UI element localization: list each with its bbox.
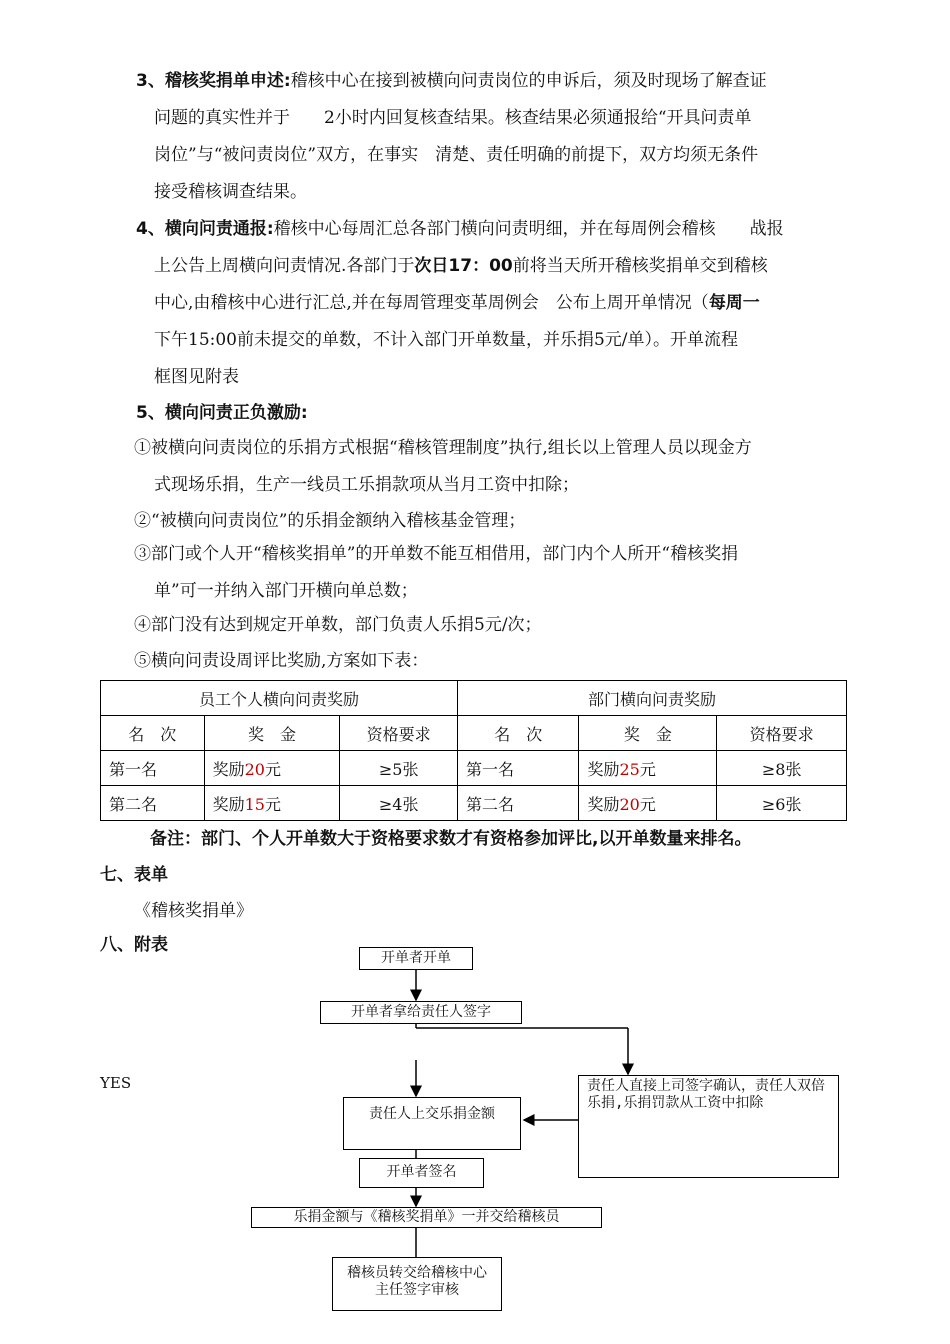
department-reward-header: 部门横向问责奖励: [458, 681, 847, 716]
section3-line2: 问题的真实性并于 2小时内回复核查结果。核查结果必须通报给“开具问责单: [154, 108, 752, 128]
flow-open-ticket: 开单者开单: [359, 947, 473, 970]
table-row: 第一名 奖励20元 ≥5张 第一名 奖励25元 ≥8张: [101, 751, 847, 786]
yes-label: YES: [100, 1074, 132, 1092]
col-dept-rank: 名 次: [458, 716, 579, 751]
table-row: 第二名 奖励15元 ≥4张 第二名 奖励20元 ≥6张: [101, 786, 847, 821]
section5-title: 5、横向问责正负激励:: [136, 403, 308, 423]
flow-issuer-sign: 开单者签名: [359, 1158, 484, 1188]
section3-title: 3、稽核奖捐单申述:: [136, 71, 291, 91]
flow-center-review: 稽核员转交给稽核中心主任签字审核: [332, 1257, 502, 1311]
section4-line5: 框图见附表: [154, 367, 239, 387]
col-requirement: 资格要求: [340, 716, 458, 751]
section5-item5: ⑤横向问责设周评比奖励,方案如下表：: [134, 651, 429, 671]
col-dept-requirement: 资格要求: [717, 716, 847, 751]
flow-pay-amount: 责任人上交乐捐金额: [343, 1097, 521, 1150]
section5-item1b: 式现场乐捐，生产一线员工乐捐款项从当月工资中扣除；: [154, 475, 579, 495]
table-note: 备注：部门、个人开单数大于资格要求数才有资格参加评比,以开单数量来排名。: [150, 829, 752, 849]
section3-line1: 3、稽核奖捐单申述:稽核中心在接到被横向问责岗位的申诉后，须及时现场了解查证: [136, 71, 767, 91]
section3-line3: 岗位”与“被问责岗位”双方，在事实 清楚、责任明确的前提下，双方均须无条件: [154, 145, 759, 165]
section7-title: 七、表单: [100, 865, 168, 885]
section5-item1a: ①被横向问责岗位的乐捐方式根据“稽核管理制度”执行,组长以上管理人员以现金方: [134, 438, 752, 458]
section5-item3a: ③部门或个人开“稽核奖捐单”的开单数不能互相借用，部门内个人所开“稽核奖捐: [134, 544, 739, 564]
section5-item3b: 单”可一并纳入部门开横向单总数；: [154, 581, 418, 601]
section3-line4: 接受稽核调查结果。: [154, 182, 307, 202]
section5-item4: ④部门没有达到规定开单数，部门负责人乐捐5元/次；: [134, 615, 542, 635]
flow-get-signature: 开单者拿给责任人签字: [320, 1001, 522, 1024]
col-dept-prize: 奖 金: [579, 716, 717, 751]
section8-title: 八、附表: [100, 935, 168, 955]
section4-line4: 下午15:00前未提交的单数，不计入部门开单数量，并乐捐5元/单）。开单流程: [154, 330, 739, 350]
section5-item2: ②“被横向问责岗位”的乐捐金额纳入稽核基金管理；: [134, 511, 526, 531]
flow-supervisor-confirm: 责任人直接上司签字确认，责任人双倍乐捐,乐捐罚款从工资中扣除: [578, 1075, 839, 1178]
section4-title: 4、横向问责通报:: [136, 219, 274, 239]
section4-line1: 4、横向问责通报:稽核中心每周汇总各部门横向问责明细，并在每周例会稽核 战报: [136, 219, 784, 239]
form-item: 《稽核奖捐单》: [134, 901, 253, 921]
col-rank: 名 次: [101, 716, 205, 751]
col-prize: 奖 金: [204, 716, 340, 751]
section4-line2: 上公告上周横向问责情况.各部门于次日17：00前将当天所开稽核奖捐单交到稽核: [154, 256, 768, 276]
flow-submit-auditor: 乐捐金额与《稽核奖捐单》一并交给稽核员: [251, 1207, 602, 1228]
section4-line3: 中心,由稽核中心进行汇总,并在每周管理变革周例会 公布上周开单情况（每周一: [154, 293, 760, 313]
personal-reward-header: 员工个人横向问责奖励: [101, 681, 458, 716]
